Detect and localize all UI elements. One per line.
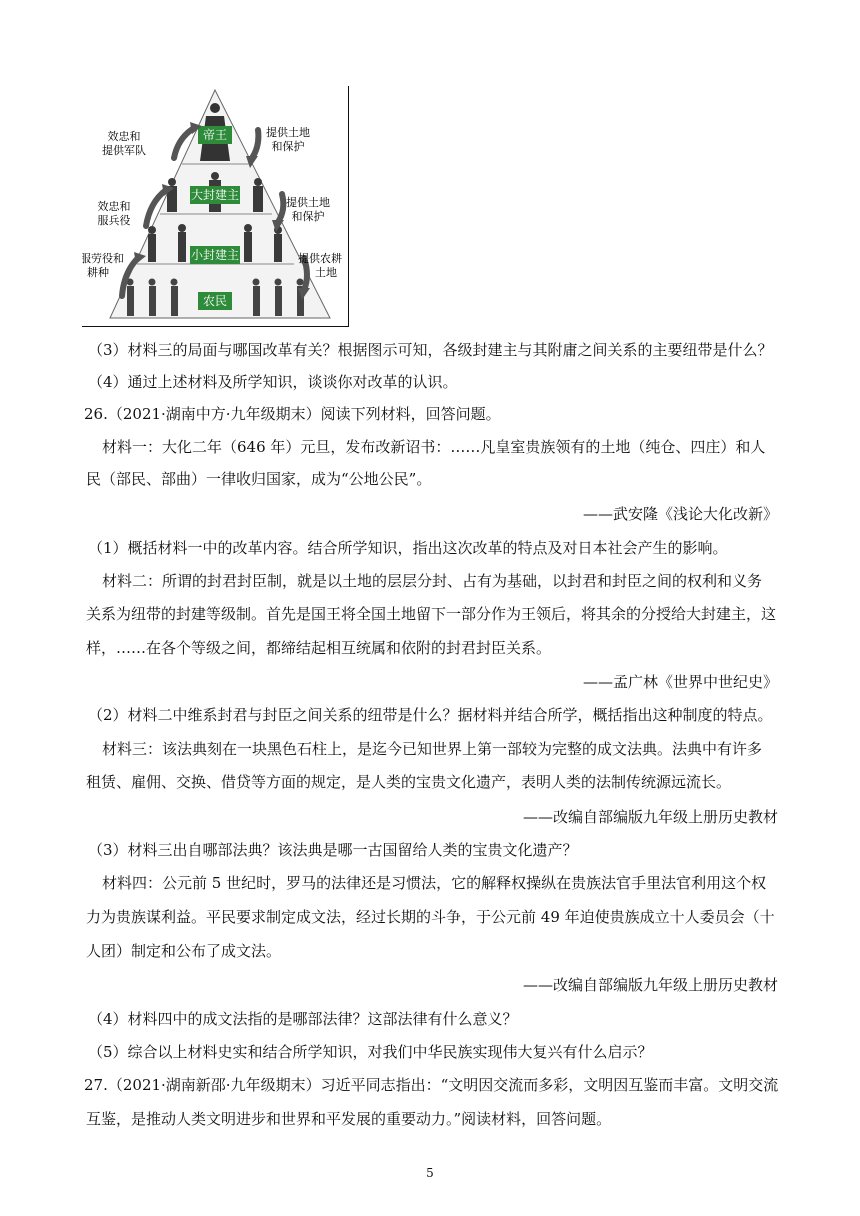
material-3-source: ——改编自部编版九年级上册历史教材: [522, 808, 778, 826]
left-label-2-line1: 效忠和: [97, 200, 131, 213]
question-26-1: （1）概括材料一中的改革内容。结合所学知识，指出这次改革的特点及对日本社会产生的影响。: [88, 539, 728, 557]
question-25-4: （4）通过上述材料及所学知识，谈谈你对改革的认识。: [88, 373, 458, 391]
material-1-line-2: 民（部民、部曲）一律收归国家，成为“公地公民”。: [86, 470, 432, 488]
material-1-line-1: 材料一：大化二年（646 年）元旦，发布改新诏书：……凡皇室贵族领有的土地（纯仓、四庄）和人: [102, 438, 766, 456]
question-27-line-2: 互鉴，是推动人类文明进步和世界和平发展的重要动力。”阅读材料，回答问题。: [86, 1110, 612, 1128]
level-label-peasant: 农民: [202, 294, 228, 308]
left-label-3-line1: 服劳役和: [82, 252, 124, 265]
question-26-3: （3）材料三出自哪部法典？该法典是哪一古国留给人类的宝贵文化遗产？: [88, 841, 578, 859]
material-4-line-3: 人团）制定和公布了成文法。: [86, 942, 282, 960]
left-label-1-line2: 提供军队: [102, 144, 146, 157]
left-label-3-line2: 耕种: [87, 266, 109, 279]
level-label-lesser-lord: 小封建主: [190, 248, 240, 262]
question-26-5: （5）综合以上材料史实和结合所学知识，对我们中华民族实现伟大复兴有什么启示？: [88, 1043, 653, 1061]
right-label-1-line2: 和保护: [271, 140, 305, 153]
question-26-heading: 26.（2021·湖南中方·九年级期末）阅读下列材料，回答问题。: [84, 405, 501, 423]
feudal-pyramid-diagram: [82, 86, 348, 326]
right-label-1-line1: 提供土地: [266, 126, 310, 139]
material-2-line-3: 样，……在各个等级之间，都缔结起相互统属和依附的封君封臣关系。: [86, 639, 552, 657]
question-26-2: （2）材料二中维系封君与封臣之间关系的纽带是什么？据材料并结合所学，概括指出这种制度的特点。: [88, 706, 773, 724]
material-2-line-2: 关系为纽带的封建等级制。首先是国王将全国土地留下一部分作为王领后，将其余的分授给大封建主，这: [86, 605, 777, 623]
question-26-4: （4）材料四中的成文法指的是哪部法律？这部法律有什么意义？: [88, 1010, 518, 1028]
right-label-3-line1: 提供农耕: [298, 252, 342, 265]
material-3-line-2: 租赁、雇佣、交换、借贷等方面的规定，是人类的宝贵文化遗产，表明人类的法制传统源远流长。: [86, 773, 732, 791]
question-25-3: （3）材料三的局面与哪国改革有关？根据图示可知，各级封建主与其附庸之间关系的主要纽带是什么？: [88, 341, 773, 359]
material-4-line-2: 力为贵族谋利益。平民要求制定成文法，经过长期的斗争，于公元前 49 年迫使贵族成立十人委员会（十: [86, 908, 775, 926]
material-4-source: ——改编自部编版九年级上册历史教材: [522, 976, 778, 994]
right-label-2-line1: 提供土地: [286, 196, 330, 209]
material-4-line-1: 材料四：公元前 5 世纪时，罗马的法律还是习惯法，它的解释权操纵在贵族法官手里法官利用这个权: [102, 874, 767, 892]
page-number: 5: [426, 1166, 434, 1180]
left-label-2-line2: 服兵役: [97, 214, 131, 227]
level-label-king: 帝王: [202, 128, 228, 142]
material-1-source: ——武安隆《浅论大化改新》: [582, 505, 778, 523]
right-label-2-line2: 和保护: [291, 210, 325, 223]
material-2-line-1: 材料二：所谓的封君封臣制，就是以土地的层层分封、占有为基础，以封君和封臣之间的权利和义务: [102, 572, 763, 590]
level-label-great-lord: 大封建主: [190, 188, 240, 202]
left-label-1-line1: 效忠和: [107, 130, 141, 143]
feudal-hierarchy-figure: [82, 86, 349, 327]
material-3-line-1: 材料三：该法典刻在一块黑色石柱上，是迄今已知世界上第一部较为完整的成文法典。法典中有许多: [102, 740, 763, 758]
material-2-source: ——孟广林《世界中世纪史》: [582, 673, 778, 691]
question-27-line-1: 27.（2021·湖南新邵·九年级期末）习近平同志指出：“文明因交流而多彩，文明因互鉴而丰富。文明交流: [84, 1076, 779, 1094]
right-label-3-line2: 土地: [315, 266, 337, 279]
